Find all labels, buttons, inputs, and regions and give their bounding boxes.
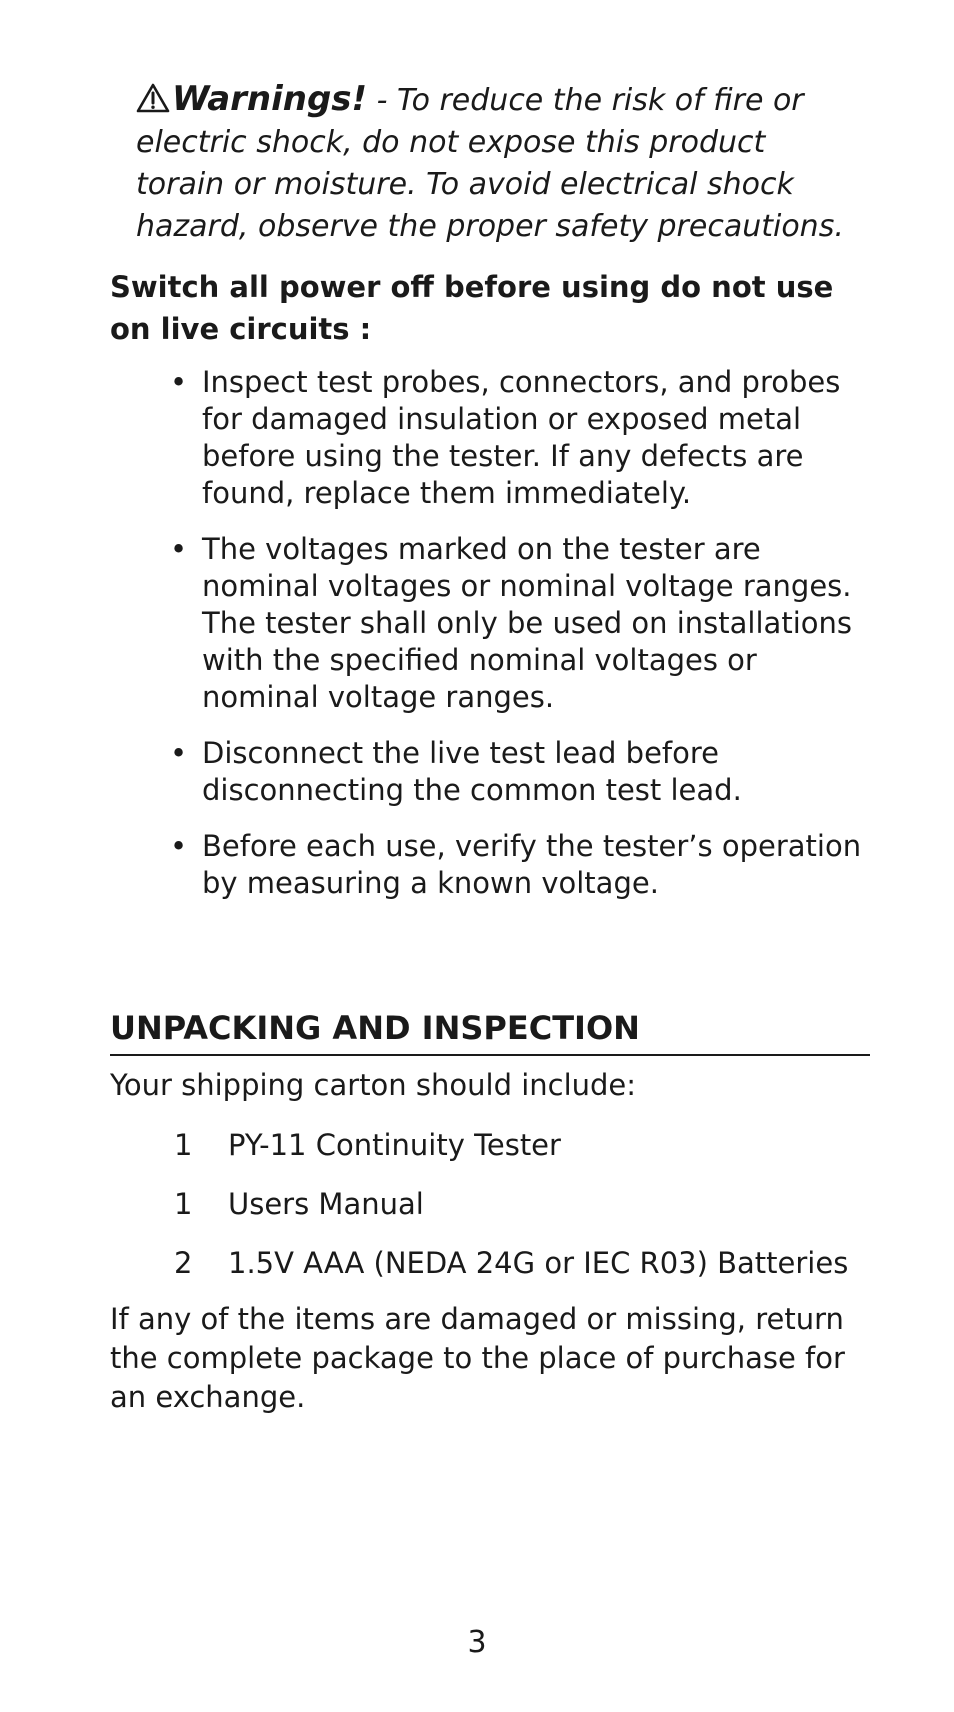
unpacking-intro: Your shipping carton should include: (110, 1068, 637, 1102)
item-quantity: 1 (174, 1187, 193, 1221)
list-item (174, 1183, 894, 1242)
bullet-text: Inspect test probes, connectors, and probes for damaged insulation or exposed metal before using the tester. If any defects are found, replace them immediately. (202, 365, 841, 510)
warning-triangle-icon (136, 83, 170, 113)
item-quantity: 2 (174, 1246, 193, 1280)
item-name: Users Manual (228, 1187, 424, 1221)
list-item (174, 1242, 894, 1301)
list-item (170, 531, 870, 716)
bullet-text: Before each use, verify the tester’s operation by measuring a known voltage. (202, 829, 862, 900)
item-name: PY-11 Continuity Tester (228, 1128, 561, 1162)
page-number: 3 (467, 1625, 487, 1660)
bullet-text: The voltages marked on the tester are nominal voltages or nominal voltage ranges. The tester shall only be used on installations with the specified nominal voltages or nominal voltage ranges. (202, 532, 852, 714)
item-quantity: 1 (174, 1128, 193, 1162)
warning-title: Warnings! (172, 79, 368, 119)
item-name: 1.5V AAA (NEDA 24G or IEC R03) Batteries (228, 1246, 849, 1280)
unpacking-closing-text: If any of the items are damaged or missing, return the complete package to the place of purchase for an exchange. (110, 1302, 845, 1414)
safety-bullet-list (170, 364, 870, 921)
bullet-dot: • (170, 365, 188, 399)
section-title-unpacking: UNPACKING AND INSPECTION (110, 1006, 870, 1056)
bullet-text: Disconnect the live test lead before disconnecting the common test lead. (202, 736, 742, 807)
list-item (170, 735, 870, 809)
bullet-dot: • (170, 532, 188, 566)
warning-text: - To reduce the risk of fire or electric shock, do not expose this product torain or moisture. To avoid electrical shock hazard, observe the proper safety precautions. (136, 83, 844, 244)
list-item (174, 1124, 894, 1183)
list-item (170, 364, 870, 512)
warning-block (136, 78, 856, 248)
bullet-dot: • (170, 736, 188, 770)
safety-heading: Switch all power off before using do not use on live circuits : (110, 270, 834, 346)
list-item (170, 828, 870, 902)
bullet-dot: • (170, 829, 188, 863)
package-contents-list (174, 1124, 894, 1301)
